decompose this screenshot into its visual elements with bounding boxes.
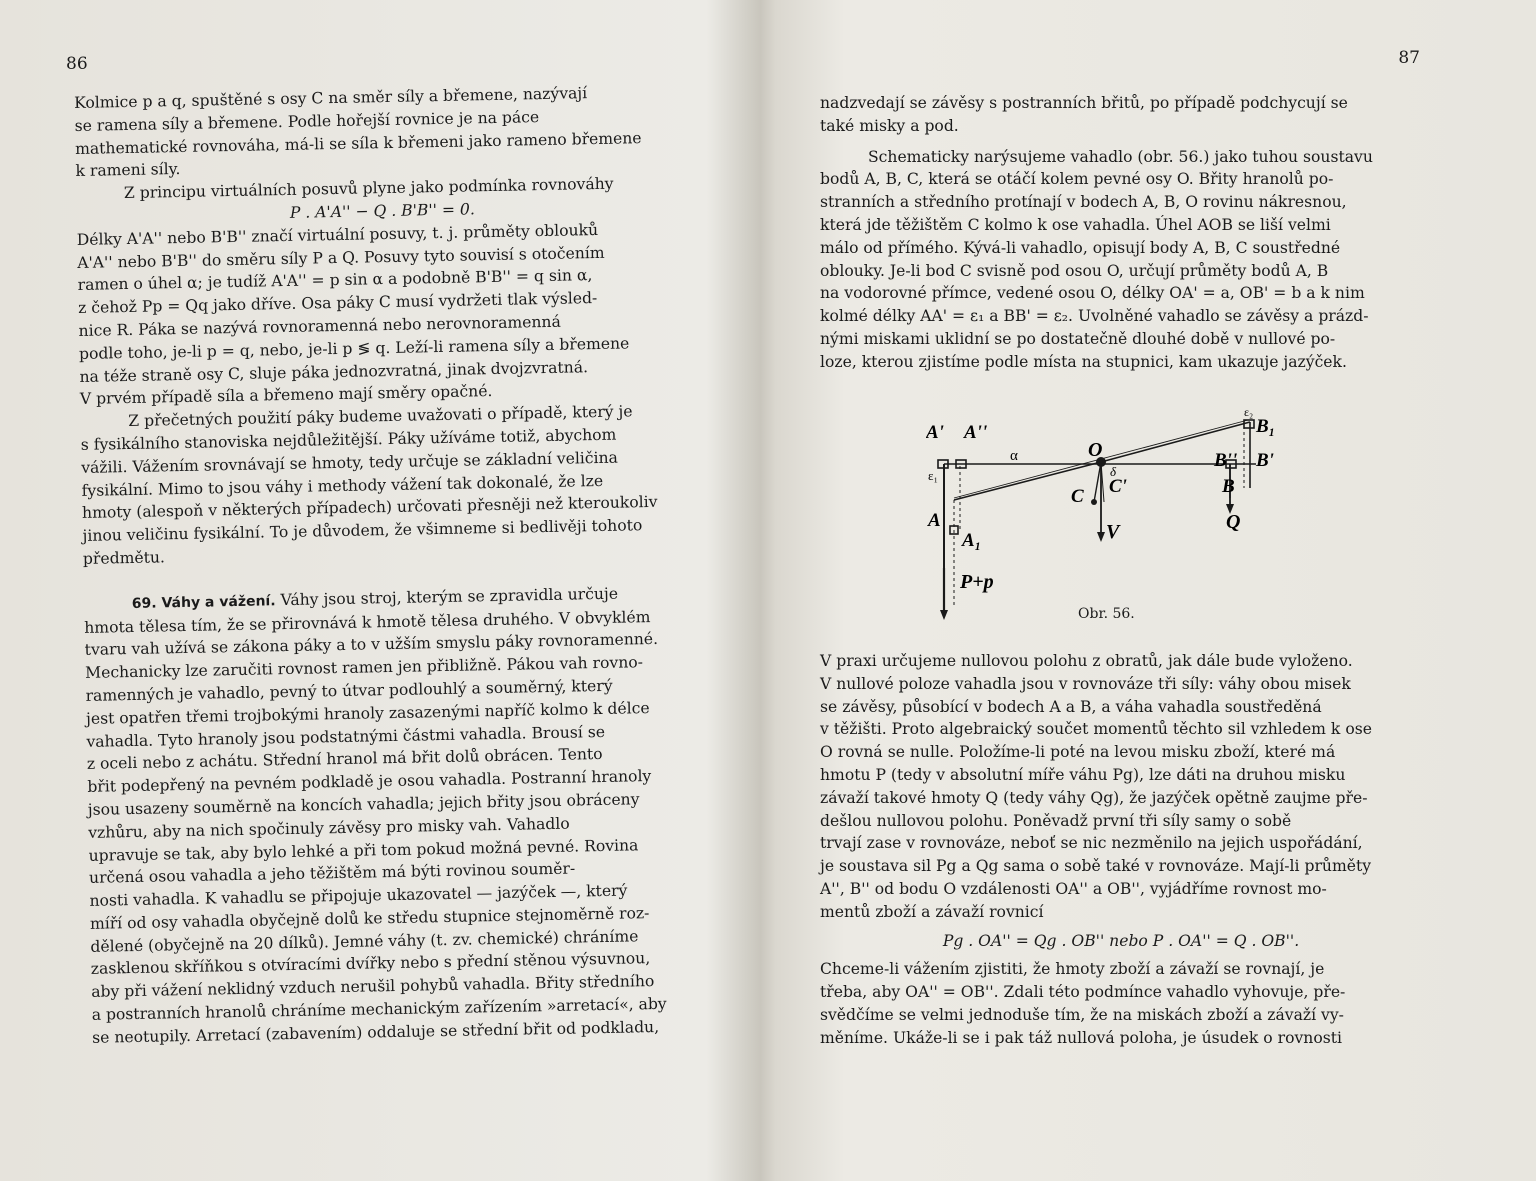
text-line: dělené (obyčejně na 20 dílků). Jemné váhy (t. zv. chemické) chráníme bbox=[90, 927, 639, 956]
text-line: jest opatřen třemi trojbokými hranoly zasazenými napříč kolmo k délce bbox=[85, 698, 650, 728]
text-line: s fysikálního stanoviska nejdůležitější. Páky užíváme totiž, abychom bbox=[80, 425, 617, 454]
text-line: třeba, aby OA'' = OB''. Zdali této podmínce vahadlo vyhovuje, pře- bbox=[820, 983, 1346, 1002]
text-line: nými miskami uklidní se po dostatečně dlouhé době v nullové po- bbox=[820, 329, 1336, 348]
text-line: v těžišti. Proto algebraický součet momentů těchto sil vzhledem k ose bbox=[820, 720, 1372, 739]
text-line: určená osou vahadla a jeho těžištěm má býti rovinou souměr- bbox=[88, 859, 576, 888]
text-line: kolmé délky AA' = ε₁ a BB' = ε₂. Uvolněné vahadlo se závěsy a prázd- bbox=[820, 307, 1369, 326]
label-eps2: ε₂ bbox=[1244, 405, 1254, 419]
figure-caption: Obr. 56. bbox=[1078, 606, 1135, 622]
figure-56 bbox=[926, 398, 1286, 638]
text-line: nadzvedají se závěsy s postranních břitů, po případě podchycují se bbox=[820, 94, 1348, 112]
text-line: tvaru vah užívá se zákona páky a to v užším smyslu páky rovnoramenné. bbox=[84, 630, 659, 660]
text-line: aby při vážení neklidný vzduch nerušil pohybů vahadla. Břity středního bbox=[91, 972, 655, 1002]
text-line: bodů A, B, C, která se otáčí kolem pevné osy O. Břity hranolů po- bbox=[820, 170, 1334, 189]
text-line: ramen o úhel α; je tudíž A'A'' = p sin α a podobně B'B'' = q sin α, bbox=[77, 266, 593, 295]
text-line: Délky A'A'' nebo B'B'' značí virtuální posuvy, t. j. průměty oblouků bbox=[76, 220, 599, 249]
text-line: mathematické rovnováha, má-li se síla k břemeni jako rameno břemene bbox=[74, 128, 642, 158]
label-B1: B₁ bbox=[1256, 416, 1276, 437]
text-line: břit podepřený na pevném podkladě je osou vahadla. Postranní hranoly bbox=[87, 767, 652, 796]
label-P-plus-p: P+p bbox=[960, 571, 994, 593]
text-line: svědčíme se velmi jednoduše tím, že na miskách zboží a závaží vy- bbox=[820, 1005, 1344, 1024]
text-line: ramenných je vahadlo, pevný to útvar podlouhlý a souměrný, který bbox=[85, 676, 613, 705]
text-line: A'', B'' od bodu O vzdálenosti OA'' a OB'', vyjádříme rovnost mo- bbox=[820, 879, 1327, 898]
text-line: hmota tělesa tím, že se přirovnává k hmotě tělesa druhého. V obvyklém bbox=[84, 607, 651, 637]
text-line: stranních a středního protínají v bodech A, B, O rovinu nákresnou, bbox=[820, 193, 1347, 212]
text-line: trvají zase v rovnováze, neboť se nic nezměnilo na jejich uspořádání, bbox=[820, 834, 1363, 853]
text-line: Z principu virtuálních posuvů plyne jako podmínka rovnováhy bbox=[123, 174, 614, 203]
right-page-text-top bbox=[820, 92, 1422, 374]
text-line: z oceli nebo z achátu. Střední hranol má břit dolů obrácen. Tento bbox=[86, 745, 603, 774]
label-C: C bbox=[1071, 486, 1084, 507]
label-Q: Q bbox=[1226, 511, 1241, 533]
text-line: měníme. Ukáže-li se i pak táž nullová poloha, je úsudek o rovnosti bbox=[820, 1028, 1342, 1047]
text-line: se závěsy, působící v bodech A a B, a váha vahadla soustředěná bbox=[820, 697, 1322, 716]
text-line: na vodorovné přímce, vedené osou O, délky OA' = a, OB' = b a k nim bbox=[820, 284, 1365, 303]
label-B-double-prime: B'' bbox=[1214, 450, 1238, 471]
text-line: a postranních hranolů chráníme mechanickým zařízením »arretací«, aby bbox=[91, 994, 667, 1024]
label-B: B bbox=[1222, 476, 1235, 497]
text-line: O rovná se nulle. Položíme-li poté na levou misku zboží, které má bbox=[820, 743, 1336, 762]
label-B-prime: B' bbox=[1256, 450, 1274, 471]
label-A1: A₁ bbox=[962, 530, 982, 551]
text-line: málo od přímého. Kývá-li vahadlo, opisují body A, B, C soustředné bbox=[820, 238, 1341, 257]
text-line: loze, kterou zjistíme podle místa na stupnici, kam ukazuje jazýček. bbox=[820, 352, 1347, 371]
text-line: míří od osy vahadla obyčejně dolů ke středu stupnice stejnoměrně roz- bbox=[89, 903, 650, 933]
label-C-prime: C' bbox=[1109, 476, 1127, 497]
text-line: podle toho, je-li p = q, nebo, je-li p ≶ q. Leží-li ramena síly a břemene bbox=[78, 334, 630, 363]
left-page-text bbox=[74, 80, 704, 1049]
text-line: mentů zboží a závaží rovnicí bbox=[820, 902, 1044, 921]
page-number: 86 bbox=[66, 54, 88, 74]
text-line: nice R. Páka se nazývá rovnoramenná nebo nerovnoramenná bbox=[78, 312, 561, 340]
text-line: vzhůru, aby na nich spočinuly závěsy pro misky vah. Vahadlo bbox=[88, 814, 570, 842]
label-eps1: ε₁ bbox=[928, 468, 938, 483]
balance-diagram bbox=[926, 398, 1286, 638]
text-line: fysikální. Mimo to jsou váhy i methody vážení tak dokonalé, že lze bbox=[81, 471, 604, 500]
text-line: se neotupily. Arretací (zabavením) oddaluje se střední břit od podkladu, bbox=[91, 1017, 660, 1047]
text-line: upravuje se tak, aby bylo lehké a při tom pokud možná pevné. Rovina bbox=[88, 835, 639, 865]
text-line: také misky a pod. bbox=[820, 116, 959, 135]
text-line: je soustava sil Pg a Qg sama o sobě také v rovnováze. Mají-li průměty bbox=[820, 857, 1372, 876]
label-alpha: α bbox=[1010, 448, 1018, 464]
text-line: vahadla. Tyto hranoly jsou podstatnými částmi vahadla. Brousí se bbox=[86, 722, 606, 751]
text-line: A'A'' nebo B'B'' do směru síly P a Q. Posuvy tyto souvisí s otočením bbox=[77, 243, 605, 272]
label-A-prime: A' bbox=[926, 422, 944, 443]
text-line: závaží takové hmoty Q (tedy váhy Qg), že jazýček opětně zaujme pře- bbox=[820, 788, 1368, 807]
text-line: Mechanicky lze zaručiti rovnost ramen jen přibližně. Pákou vah rovno- bbox=[84, 653, 644, 683]
equation: P . A'A'' − Q . B'B'' = 0. bbox=[289, 200, 476, 222]
text-line: která jde těžištěm C kolmo k ose vahadla. Úhel AOB se liší velmi bbox=[820, 215, 1331, 234]
text-line: Váhy jsou stroj, kterým se zpravidla určuje bbox=[280, 584, 619, 609]
text-line: V praxi určujeme nullovou polohu z obratů, jak dále bude vyloženo. bbox=[820, 652, 1353, 670]
text-line: V prvém případě síla a břemeno mají směry opačné. bbox=[79, 382, 493, 409]
label-A: A bbox=[928, 510, 941, 531]
text-line: Z přečetných použití páky budeme uvažovati o případě, který je bbox=[128, 402, 633, 431]
label-V: V bbox=[1106, 521, 1120, 543]
page-number: 87 bbox=[1398, 48, 1420, 68]
text-line: předmětu. bbox=[82, 548, 166, 568]
text-line: hmotu P (tedy v absolutní míře váhu Pg), lze dáti na druhou misku bbox=[820, 765, 1346, 784]
text-line: jinou veličinu fysikální. To je důvodem, že všimneme si bedlivěji tohoto bbox=[82, 516, 643, 546]
text-line: se ramena síly a břemene. Podle hořejší rovnice je na páce bbox=[74, 107, 540, 135]
text-line: hmoty (alespoň v některých případech) určovati přesněji než kteroukoliv bbox=[81, 493, 658, 523]
text-line: oblouky. Je-li bod C svisně pod osou O, určují průměty bodů A, B bbox=[820, 261, 1329, 280]
label-O: O bbox=[1088, 439, 1103, 461]
text-line: na téže straně osy C, sluje páka jednozvratná, jinak dvojzvratná. bbox=[79, 357, 589, 386]
label-A-double-prime: A'' bbox=[964, 422, 988, 443]
text-line: Kolmice p a q, spuštěné s osy C na směr síly a břemene, nazývají bbox=[74, 84, 588, 112]
text-line: nosti vahadla. K vahadlu se připojuje ukazovatel — jazýček —, který bbox=[89, 881, 628, 910]
text-line: zasklenou skříňkou s otvíracími dvířky nebo s přední stěnou výsuvnou, bbox=[90, 949, 651, 979]
section-heading: 69. Váhy a vážení. bbox=[131, 592, 276, 612]
right-page-text-bottom bbox=[820, 650, 1422, 1050]
text-line: Schematicky narýsujeme vahadlo (obr. 56.) jako tuhou soustavu bbox=[868, 147, 1373, 166]
text-line: jsou usazeny souměrně na koncích vahadla; jejich břity jsou obráceny bbox=[87, 790, 640, 819]
equation: Pg . OA'' = Qg . OB'' nebo P . OA'' = Q . OB''. bbox=[942, 931, 1300, 950]
text-line: k rameni síly. bbox=[75, 160, 181, 181]
left-page bbox=[0, 0, 760, 1181]
text-line: vážili. Vážením srovnávají se hmoty, tedy určuje se základní veličina bbox=[81, 448, 619, 477]
text-line: dešlou nullovou polohu. Poněvadž první tři síly samy o sobě bbox=[820, 811, 1292, 830]
label-delta: δ bbox=[1110, 464, 1117, 479]
text-line: z čehož Pp = Qq jako dříve. Osa páky C musí vydržeti tlak výsled- bbox=[77, 289, 598, 318]
right-page bbox=[776, 0, 1536, 1181]
text-line: V nullové poloze vahadla jsou v rovnováze tři síly: váhy obou misek bbox=[820, 674, 1351, 693]
text-line: Chceme-li vážením zjistiti, že hmoty zboží a závaží se rovnají, je bbox=[820, 960, 1325, 979]
